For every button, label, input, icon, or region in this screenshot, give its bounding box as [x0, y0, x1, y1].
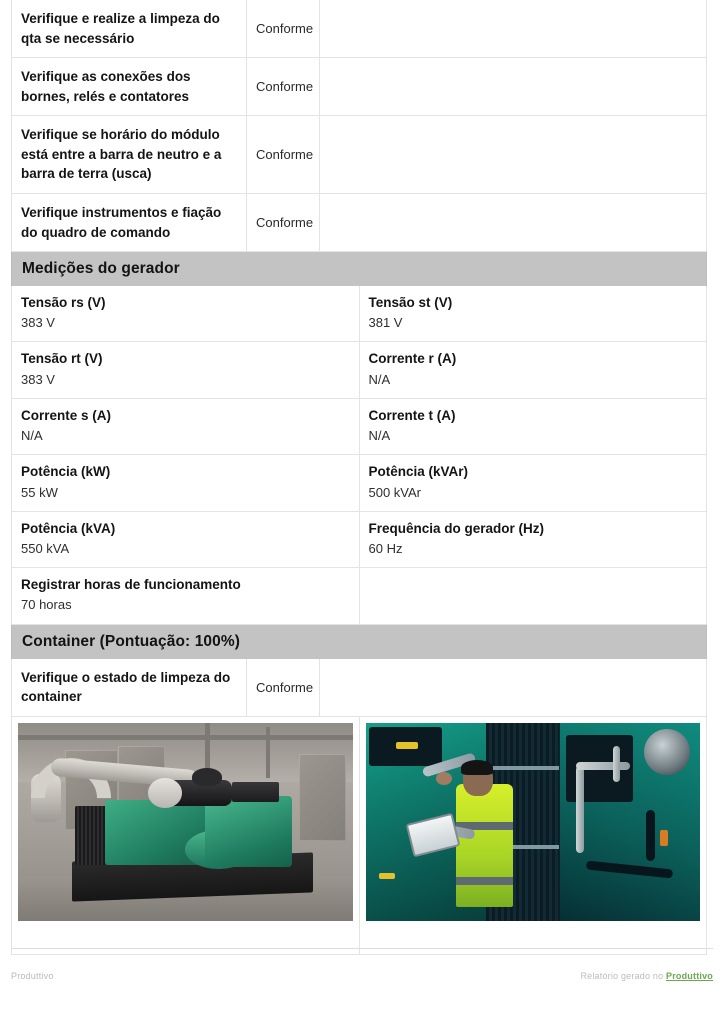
measurement-cell-empty: [359, 568, 707, 624]
checklist-note: [320, 116, 707, 194]
measurements-body: [12, 286, 707, 624]
checklist-answer: Conforme: [247, 659, 320, 717]
photo-beam: [266, 727, 270, 778]
checklist-item-label: Verifique instrumentos e fiação do quadro de comando: [12, 193, 247, 251]
table-row: [12, 568, 707, 624]
photo-orange-marker: [660, 830, 668, 846]
measurement-cell: [359, 398, 707, 454]
container-photos-table: [11, 717, 707, 956]
photo-control-box: [232, 782, 279, 802]
checklist-body: [12, 0, 707, 252]
measurement-label: Frequência do gerador (Hz): [368, 520, 545, 536]
measurement-value: 60 Hz: [368, 540, 403, 556]
measurement-value: 383 V: [21, 315, 55, 331]
photo-pipe: [613, 746, 620, 782]
photo-panel-band: [486, 766, 560, 770]
measurement-cell: [359, 511, 707, 567]
measurement-label: Potência (kVA): [21, 520, 116, 536]
photo-exhaust: [192, 768, 222, 786]
measurement-value: 383 V: [21, 371, 55, 387]
photo-filter-cap: [148, 778, 181, 808]
measurement-value: N/A: [21, 428, 43, 444]
table-row: [12, 511, 707, 567]
table-row: [12, 342, 707, 398]
table-row: [12, 717, 707, 955]
checklist-answer: Conforme: [247, 0, 320, 58]
photo-technician-hair: [461, 760, 493, 775]
photo-cell: [359, 717, 707, 955]
checklist-item-label: Verifique se horário do módulo está entre a barra de neutro e a barra de terra (usca): [12, 116, 247, 194]
section-header-medicoes: Medições do gerador: [11, 252, 707, 286]
photo-pipe: [576, 762, 630, 770]
checklist-item-label: Verifique as conexões dos bornes, relés e contatores: [12, 58, 247, 116]
table-row: [12, 659, 707, 717]
photo-fan-wheel: [644, 729, 690, 775]
table-row: [12, 398, 707, 454]
photo-pipe: [576, 766, 584, 853]
footer-brand: Produttivo: [11, 971, 54, 981]
measurement-value: 381 V: [368, 315, 403, 331]
measurement-value: 55 kW: [21, 484, 58, 500]
table-row: [12, 286, 707, 342]
measurement-cell: [359, 342, 707, 398]
checklist-answer: Conforme: [247, 193, 320, 251]
page-footer: [11, 971, 713, 981]
measurement-label: Potência (kVAr): [368, 464, 469, 480]
photo-wall-panel: [299, 754, 346, 841]
section-header-container: Container (Pontuação: 100%): [11, 625, 707, 659]
measurement-value: 500 kVAr: [368, 484, 422, 500]
table-row: [12, 116, 707, 194]
container-checklist-table: [11, 659, 707, 717]
photo-vest-stripe: [456, 877, 513, 885]
checklist-item-label: Verifique o estado de limpeza do container: [12, 659, 247, 717]
measurement-cell: [12, 511, 360, 567]
footer-credit: [580, 971, 713, 981]
photo-alternator: [205, 796, 292, 867]
table-row: [12, 0, 707, 58]
container-photos-body: [12, 717, 707, 955]
checklist-answer: Conforme: [247, 116, 320, 194]
checklist-answer: Conforme: [247, 58, 320, 116]
photo-technician-hand: [436, 772, 452, 785]
measurement-cell: [12, 286, 360, 342]
photo-yellow-marker: [379, 873, 395, 879]
measurement-label: Corrente r (A): [368, 351, 457, 367]
footer-divider: [11, 948, 713, 949]
table-row: [12, 455, 707, 511]
measurement-cell: [12, 455, 360, 511]
measurement-label: Registrar horas de funcionamento: [21, 577, 241, 593]
checklist-note: [320, 659, 707, 717]
checklist-note: [320, 58, 707, 116]
measurement-label: Tensão st (V): [368, 295, 453, 311]
measurement-cell: [12, 342, 360, 398]
produttivo-link[interactable]: Produttivo: [666, 971, 713, 981]
measurement-label: Potência (kW): [21, 464, 111, 480]
measurement-label: Tensão rt (V): [21, 351, 103, 367]
measurement-value: 550 kVA: [21, 540, 70, 556]
table-row: [12, 193, 707, 251]
footer-credit-prefix: Relatório gerado no: [580, 971, 666, 981]
measurement-value: N/A: [368, 371, 391, 387]
checklist-note: [320, 193, 707, 251]
measurement-cell: [12, 568, 360, 624]
measurement-label: Corrente s (A): [21, 407, 112, 423]
measurement-label: Tensão rs (V): [21, 295, 106, 311]
checklist-table-continued: [11, 0, 707, 252]
checklist-item-label: Verifique e realize a limpeza do qta se necessário: [12, 0, 247, 58]
table-row: [12, 58, 707, 116]
photo-generator-room: [18, 723, 353, 921]
photo-hose: [646, 810, 655, 861]
photo-beam: [18, 735, 353, 740]
measurement-value: N/A: [368, 428, 391, 444]
photo-technician-inspection: [366, 723, 701, 921]
photo-technician-vest: [456, 784, 513, 907]
measurement-label: Corrente t (A): [368, 407, 456, 423]
photo-yellow-marker: [396, 742, 418, 749]
checklist-note: [320, 0, 707, 58]
container-checklist-body: [12, 659, 707, 717]
measurement-cell: [12, 398, 360, 454]
measurement-cell: [359, 455, 707, 511]
measurement-value: 70 horas: [21, 597, 72, 613]
measurement-cell: [359, 286, 707, 342]
measurements-table: [11, 286, 707, 624]
photo-cell: [12, 717, 360, 955]
